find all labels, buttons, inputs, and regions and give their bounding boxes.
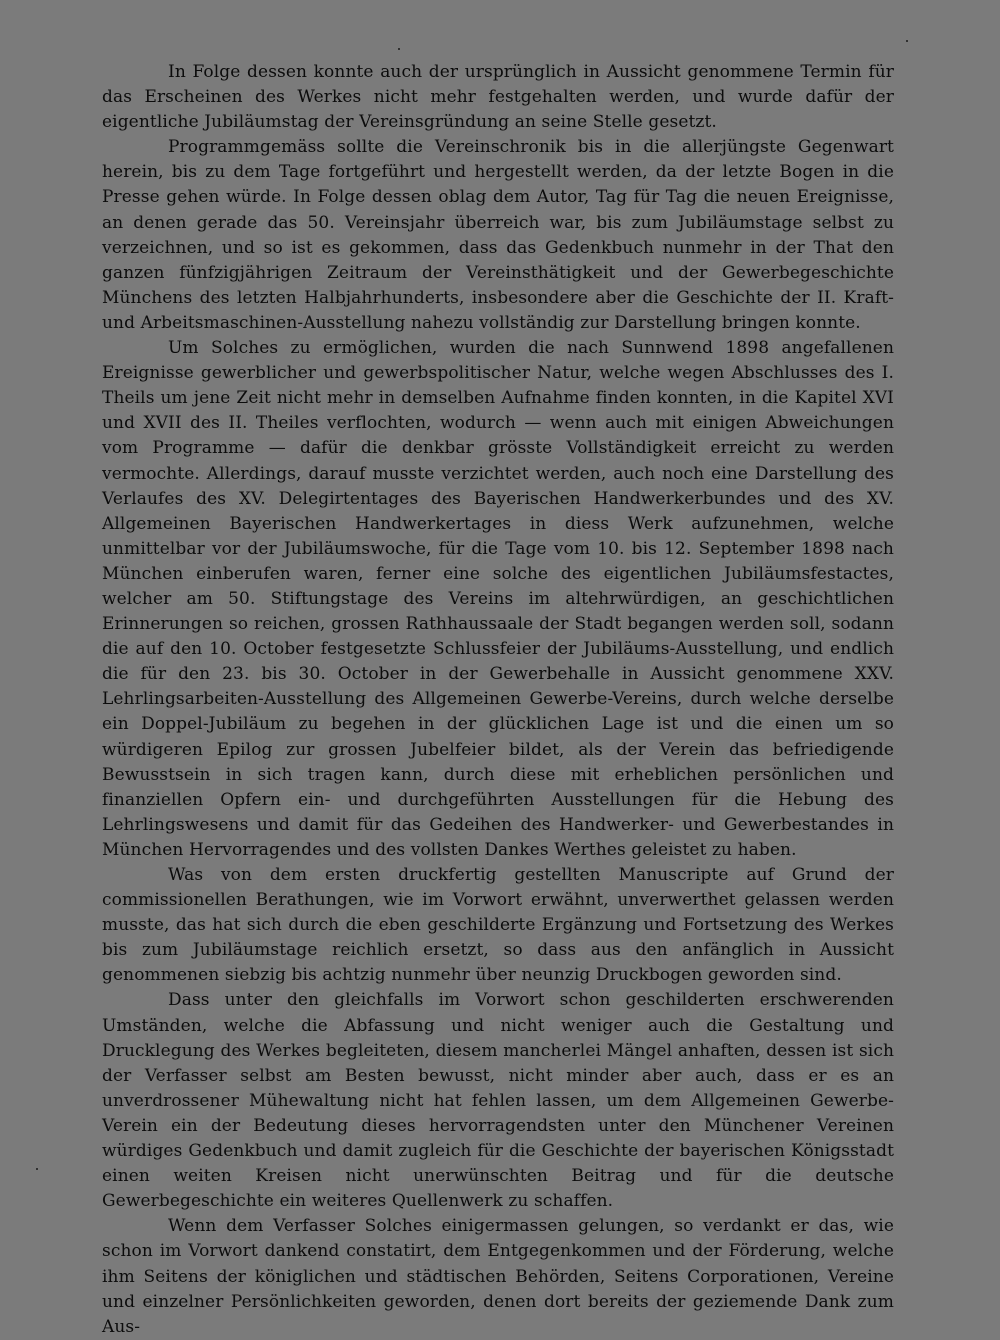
scan-speck <box>906 40 908 42</box>
paragraph: Programmgemäss sollte die Vereinschronik bis in die allerjüngste Gegenwart herein, bis zu dem Tage fortgeführt und hergestellt werden, da der letzte Bogen in die Presse gehen würde. In Folge dessen oblag dem Autor, Tag für Tag die neuen Ereignisse, an denen gerade das 50. Vereinsjahr überreich war, bis zum Jubiläumstage selbst zu verzeichnen, und so ist es gekommen, dass das Gedenkbuch nunmehr in der That den ganzen fünfzigjährigen Zeitraum der Vereinsthätigkeit und der Gewerbegeschichte Münchens des letzten Halbjahrhunderts, insbesondere aber die Geschichte der II. Kraft- und Arbeitsmaschinen-Ausstellung nahezu vollständig zur Darstellung bringen konnte. <box>102 137 894 333</box>
paragraph: Wenn dem Verfasser Solches einigermassen gelungen, so verdankt er das, wie schon im Vorwort dankend constatirt, dem Entgegenkommen und der Förderung, welche ihm Seitens der königlichen und städtischen Behörden, Seitens Corporationen, Vereine und einzelner Persönlichkeiten geworden, denen dort bereits der geziemende Dank zum Aus- <box>102 1216 894 1337</box>
body-text <box>102 60 894 1340</box>
scan-speck <box>36 1168 38 1170</box>
scan-speck <box>398 48 400 50</box>
paragraph: Um Solches zu ermöglichen, wurden die nach Sunnwend 1898 angefallenen Ereignisse gewerblicher und gewerbspolitischer Natur, welche wegen Abschlusses des I. Theils um jene Zeit nicht mehr in demselben Aufnahme finden konnten, in die Kapitel XVI und XVII des II. Theiles verflochten, wodurch — wenn auch mit einigen Abweichungen vom Programme — dafür die denkbar grösste Vollständigkeit erreicht zu werden vermochte. Allerdings, darauf musste verzichtet werden, auch noch eine Darstellung des Verlaufes des XV. Delegirtentages des Bayerischen Handwerkerbundes und des XV. Allgemeinen Bayerischen Handwerkertages in diess Werk aufzunehmen, welche unmittelbar vor der Jubiläumswoche, für die Tage vom 10. bis 12. September 1898 nach München einberufen waren, ferner eine solche des eigentlichen Jubiläumsfestactes, welcher am 50. Stiftungstage des Vereins im altehrwürdigen, an geschichtlichen Erinnerungen so reichen, grossen Rathhaussaale der Stadt begangen werden soll, sodann die auf den 10. October festgesetzte Schlussfeier der Jubiläums-Ausstellung, und endlich die für den 23. bis 30. October in der Gewerbehalle in Aussicht genommene XXV. Lehrlingsarbeiten-Ausstellung des Allgemeinen Gewerbe-Vereins, durch welche derselbe ein Doppel-Jubiläum zu begehen in der glücklichen Lage ist und die einen um so würdigeren Epilog zur grossen Jubelfeier bildet, als der Verein das befriedigende Bewusstsein in sich tragen kann, durch diese mit erheblichen persönlichen und finanziellen Opfern ein- und durchgeführten Ausstellungen für die Hebung des Lehrlingswesens und damit für das Gedeihen des Handwerker- und Gewerbestandes in München Hervorragendes und des vollsten Dankes Werthes geleistet zu haben. <box>102 338 894 860</box>
paragraph: In Folge dessen konnte auch der ursprünglich in Aussicht genommene Termin für das Erscheinen des Werkes nicht mehr festgehalten werden, und wurde dafür der eigentliche Jubiläumstag der Vereinsgründung an seine Stelle gesetzt. <box>102 62 894 133</box>
paragraph: Dass unter den gleichfalls im Vorwort schon geschilderten erschwerenden Umständen, welche die Abfassung und nicht weniger auch die Gestaltung und Drucklegung des Werkes begleiteten, diesem mancherlei Mängel anhaften, dessen ist sich der Verfasser selbst am Besten bewusst, nicht minder aber auch, dass er es an unverdrossener Mühewaltung nicht hat fehlen lassen, um dem Allgemeinen Gewerbe-Verein ein der Bedeutung dieses hervorragendsten unter den Münchener Vereinen würdiges Gedenkbuch und damit zugleich für die Geschichte der bayerischen Königsstadt einen weiten Kreisen nicht unerwünschten Beitrag und für die deutsche Gewerbegeschichte ein weiteres Quellenwerk zu schaffen. <box>102 990 894 1212</box>
paragraph: Was von dem ersten druckfertig gestellten Manuscripte auf Grund der commissionellen Berathungen, wie im Vorwort erwähnt, unverwerthet gelassen werden musste, das hat sich durch die eben geschilderte Ergänzung und Fortsetzung des Werkes bis zum Jubiläumstage reichlich ersetzt, so dass aus den anfänglich in Aussicht genommenen siebzig bis achtzig nunmehr über neunzig Druckbogen geworden sind. <box>102 865 894 986</box>
